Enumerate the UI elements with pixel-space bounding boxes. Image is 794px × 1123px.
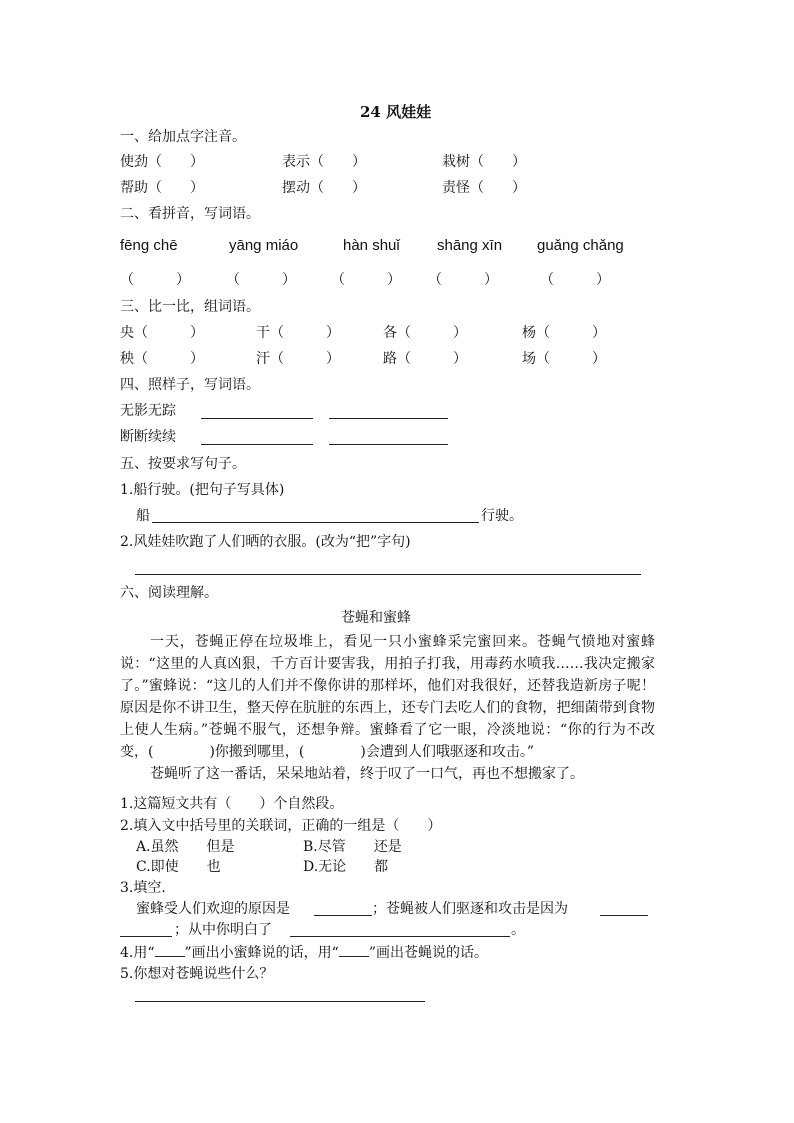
page-title: 24 风娃娃 <box>360 103 432 121</box>
s3-item: 秧（ ） <box>120 351 204 367</box>
wavy-line-sample <box>339 942 369 957</box>
s3-item: 杨（ ） <box>522 325 606 341</box>
s3-item: 央（ ） <box>120 325 204 341</box>
section-3-heading: 三、比一比，组词语。 <box>120 299 260 315</box>
section-4-heading: 四、照样子，写词语。 <box>120 377 260 393</box>
answer-line[interactable] <box>120 936 172 937</box>
reading-question-1: 1.这篇短文共有（ ）个自然段。 <box>120 796 344 812</box>
option-b[interactable]: B.尽管 还是 <box>303 839 402 855</box>
section-2-heading: 二、看拼音，写词语。 <box>120 206 260 222</box>
answer-line[interactable] <box>201 418 313 419</box>
reading-question-3: 3.填空. <box>120 880 166 896</box>
answer-line[interactable] <box>329 418 448 419</box>
s5-q1-end: 行驶。 <box>481 508 523 524</box>
answer-line[interactable] <box>152 522 479 523</box>
passage-paragraph-2: 苍蝇听了这一番话，呆呆地站着，终于叹了一口气，再也不想搬家了。 <box>150 766 584 782</box>
straight-line-sample <box>155 942 185 957</box>
answer-line[interactable] <box>600 915 648 916</box>
s1-item: 摆动（ ） <box>282 180 366 196</box>
answer-line[interactable] <box>314 915 372 916</box>
s3-item: 干（ ） <box>256 325 340 341</box>
answer-line[interactable] <box>135 1001 425 1002</box>
option-d[interactable]: D.无论 都 <box>303 859 389 875</box>
answer-blank[interactable]: （ ） <box>120 272 190 288</box>
passage-title: 苍蝇和蜜蜂 <box>341 610 411 626</box>
section-6-heading: 六、阅读理解。 <box>120 585 218 601</box>
pinyin-item: hàn shuǐ <box>343 237 400 254</box>
pinyin-item: guǎng chǎng <box>537 237 624 254</box>
q4-text-b: ”画出小蜜蜂说的话，用“ <box>184 945 339 961</box>
s4-example: 无影无踪 <box>120 403 176 419</box>
answer-line[interactable] <box>290 936 510 937</box>
answer-blank[interactable]: （ ） <box>540 272 610 288</box>
reading-question-4 <box>120 942 488 962</box>
answer-line[interactable] <box>329 444 448 445</box>
option-a[interactable]: A.虽然 但是 <box>136 839 235 855</box>
answer-blank[interactable]: （ ） <box>226 272 296 288</box>
answer-blank[interactable]: （ ） <box>428 272 498 288</box>
reading-passage <box>120 631 655 785</box>
s5-question-2: 2.风娃娃吹跑了人们晒的衣服。(改为“把”字句) <box>120 534 411 550</box>
s5-question-1: 1.船行驶。(把句子写具体) <box>120 482 285 498</box>
q3-text-d: 。 <box>511 922 525 938</box>
option-c[interactable]: C.即使 也 <box>136 859 221 875</box>
passage-paragraph-1: 一天，苍蝇正停在垃圾堆上，看见一只小蜜蜂采完蜜回来。苍蝇气愤地对蜜蜂说：“这里的人真凶狠，千方百计要害我，用拍子打我，用毒药水喷我……我决定搬家了。”蜜蜂说：“这儿的人们并不像你讲的那样坏，他们对我很好，还替我造新房子呢！原因是你不讲卫生，整天停在肮脏的东西上，还专门去吃人们的食物，把细菌带到食物上使人生病。”苍蝇不服气，还想争辩。蜜蜂看了它一眼，冷淡地说：“你的行为不改变，( )你搬到哪里，( )会遭到人们哦驱逐和攻击。” <box>120 634 655 760</box>
q3-text-a: 蜜蜂受人们欢迎的原因是 <box>136 901 290 917</box>
s1-item: 使劲（ ） <box>120 154 204 170</box>
q3-text-b: ；苍蝇被人们驱逐和攻击是因为 <box>372 901 568 917</box>
pinyin-item: yāng miáo <box>229 237 299 254</box>
answer-line[interactable] <box>201 444 313 445</box>
s1-item: 帮助（ ） <box>120 180 204 196</box>
reading-question-2: 2.填入文中括号里的关联词，正确的一组是（ ） <box>120 818 442 834</box>
reading-question-5: 5.你想对苍蝇说些什么？ <box>120 966 274 982</box>
section-1-heading: 一、给加点字注音。 <box>120 129 246 145</box>
s3-item: 路（ ） <box>383 351 467 367</box>
s3-item: 汗（ ） <box>256 351 340 367</box>
s3-item: 场（ ） <box>522 351 606 367</box>
s4-example: 断断续续 <box>120 429 176 445</box>
s5-q1-start: 船 <box>136 508 150 524</box>
pinyin-item: shāng xīn <box>437 237 503 254</box>
q4-text-c: ”画出苍蝇说的话。 <box>368 945 489 961</box>
section-5-heading: 五、按要求写句子。 <box>120 456 246 472</box>
q3-text-c: ；从中你明白了 <box>174 922 272 938</box>
answer-blank[interactable]: （ ） <box>331 272 401 288</box>
answer-line[interactable] <box>135 574 641 575</box>
q4-text-a: 4.用“ <box>120 945 155 961</box>
pinyin-item: fēng chē <box>120 237 178 254</box>
s1-item: 栽树（ ） <box>442 154 526 170</box>
s3-item: 各（ ） <box>383 325 467 341</box>
s1-item: 表示（ ） <box>282 154 366 170</box>
s1-item: 责怪（ ） <box>442 180 526 196</box>
